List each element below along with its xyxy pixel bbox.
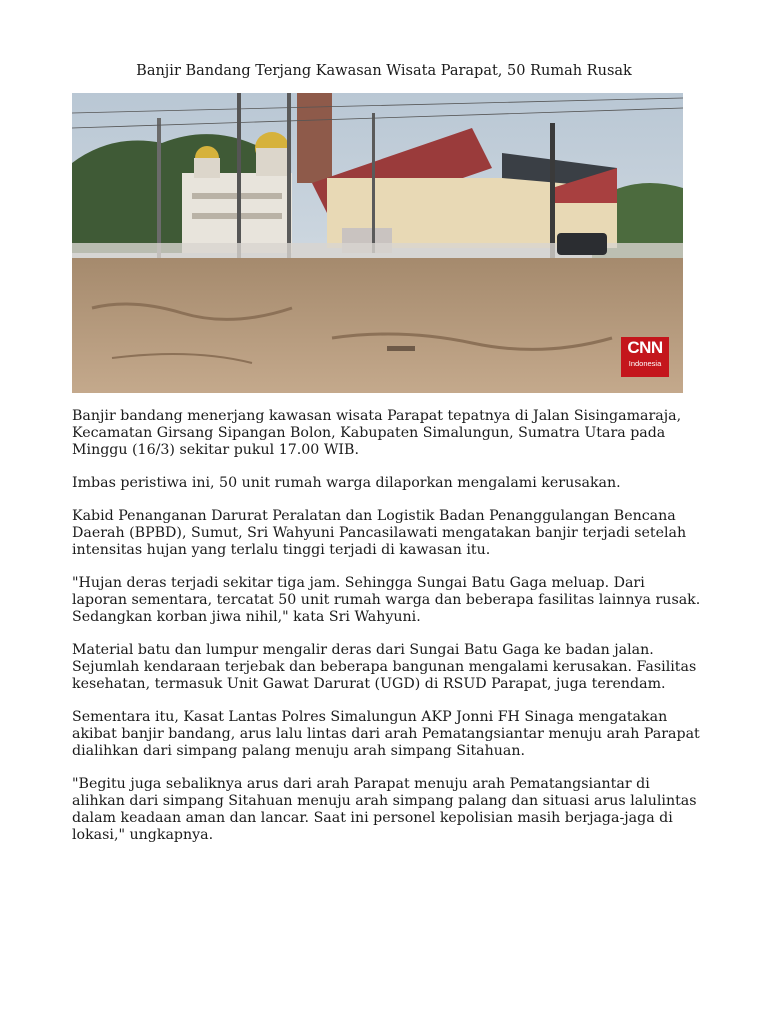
paragraph: Banjir bandang menerjang kawasan wisata Parapat tepatnya di Jalan Sisingamaraja, Kecamatan Girsang Sipangan Bolon, Kabupaten Simalungun, Sumatra Utara pada Minggu (16/3) sekitar pukul 17.00 WIB. bbox=[72, 408, 682, 458]
cnn-indonesia-logo bbox=[621, 337, 669, 377]
paragraph: Imbas peristiwa ini, 50 unit rumah warga dilaporkan mengalami kerusakan. bbox=[72, 474, 621, 491]
article-body bbox=[72, 408, 702, 860]
paragraph: "Begitu juga sebaliknya arus dari arah Parapat menuju arah Pematangsiantar di alihkan dari simpang Sitahuan menuju arah simpang palang dan situasi arus lalulintas dalam keadaan aman dan lancar. Saat ini personel kepolisian masih berjaga-jaga di lokasi," ungkapnya. bbox=[72, 776, 697, 843]
paragraph: Kabid Penanganan Darurat Peralatan dan Logistik Badan Penanggulangan Bencana Daerah (BPBD), Sumut, Sri Wahyuni Pancasilawati mengatakan banjir terjadi setelah intensitas hujan yang terlalu tinggi terjadi di kawasan itu. bbox=[72, 508, 687, 558]
paragraph: "Hujan deras terjadi sekitar tiga jam. Sehingga Sungai Batu Gaga meluap. Dari laporan sementara, tercatat 50 unit rumah warga dan beberapa fasilitas lainnya rusak. Sedangkan korban jiwa nihil," kata Sri Wahyuni. bbox=[72, 575, 701, 625]
paragraph: Material batu dan lumpur mengalir deras dari Sungai Batu Gaga ke badan jalan. Sejumlah kendaraan terjebak dan beberapa bangunan mengalami kerusakan. Fasilitas kesehatan, termasuk Unit Gawat Darurat (UGD) di RSUD Parapat, juga terendam. bbox=[72, 642, 697, 692]
paragraph: Sementara itu, Kasat Lantas Polres Simalungun AKP Jonni FH Sinaga mengatakan akibat banjir bandang, arus lalu lintas dari arah Pematangsiantar menuju arah Parapat dialihkan dari simpang palang menuju arah simpang Sitahuan. bbox=[72, 709, 700, 759]
article-title: Banjir Bandang Terjang Kawasan Wisata Parapat, 50 Rumah Rusak bbox=[136, 63, 632, 79]
logo-subtext: Indonesia bbox=[628, 359, 662, 368]
news-photo bbox=[72, 93, 683, 393]
flood-scene-illustration bbox=[72, 93, 683, 393]
logo-text: CNN bbox=[627, 338, 663, 357]
